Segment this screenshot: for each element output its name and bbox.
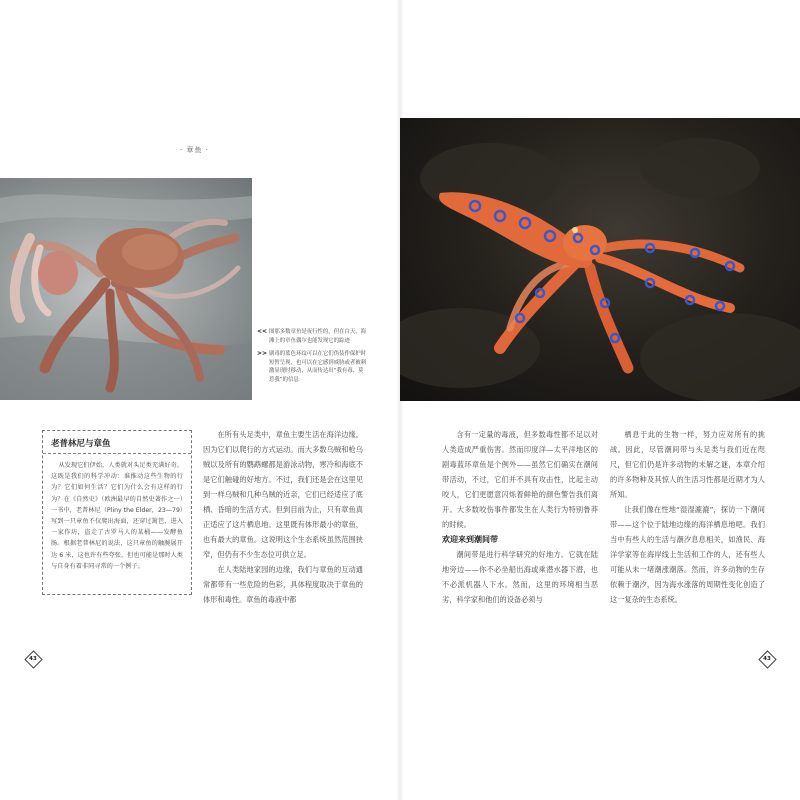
right-body-column-1: [442, 427, 598, 607]
sidebar-box: [42, 430, 192, 595]
body-paragraph: 栖息于此的生物一样，努力应对所有的挑战。因此，尽管潮间带与头足类与我们近在咫尺，但它们仍是许多动物的未解之谜，本章介绍的许多物种及其惊人的生活习性都是近期才为人所知。: [610, 430, 765, 499]
photo-captions: [257, 328, 367, 389]
right-body-column-2: [610, 427, 765, 607]
caption-arrow-right: >>: [257, 350, 268, 357]
caption-arrow-left: <<: [257, 328, 268, 335]
body-paragraph: 在人类陆地家园的边缘，我们与章鱼的互动通常都带有一些危险的色彩，具体程度取决于章鱼的体形和毒性。章鱼的毒液中都: [203, 565, 363, 604]
running-head: · 章鱼 ·: [180, 146, 209, 154]
body-paragraph: 在所有头足类中，章鱼主要生活在海洋边缘，因为它们以爬行的方式运动。而大多数乌贼和枪乌贼以及所有的鹦鹉螺都是游泳动物，寒冷和海底不是它们触碰的好地方。不过，我们还是会在这里见到一样乌贼和几种乌贼的近亲，它们已经适应了底栖、昏暗的生活方式。但到目前为止，只有章鱼真正适应了这片栖息地。这里既有体形最小的章鱼，也有最大的章鱼。这说明这个生态系统虽然范围狭窄，但仍有不少生态位可供立足。: [203, 430, 363, 559]
octopus-photo-beach: [0, 178, 252, 400]
body-paragraph: 让我们像在性地“湿湿漉漉”，探访一下潮间带——这个位于陆地边缘的海洋栖息地吧。我们当中有些人的生活与潮汐息息相关，如渔民、海洋学家等在海岸线上生活和工作的人，还有些人可能从未一堵潮涨潮落。然而，许多动物的生存依赖于潮汐，因为海水涨落的周期性变化创造了这一复杂的生态系统。: [610, 505, 765, 604]
page-number-right: [759, 651, 775, 667]
sidebar-body: 从发现它们伊始，人类就对头足类充满好奇。这既是我们的科学冲动：谁推动这些生物的行为？它们如何生活？它们为什么会有这样的行为？在《自然史》（欧洲最早的自然史著作之一）一书中，老普林尼（Pliny the Elder，23—79）写到一只章鱼不仅爬出海面，还穿过篱笆，进入一家作坊，盗走了古罗马人的某桶——发酵鱼肠。根据老普林尼的说法，这只章鱼的触腕展开达 6 米，这也许有些夸张，但也可能是那时人类与自身有着非同寻常的一个例子。: [51, 462, 183, 570]
caption-text: 图那多数章鱼是夜行性的，但在白天，海滩上的章鱼偶尔也能发现它的踪迹: [269, 329, 367, 344]
section-heading: 欢迎来到潮间带: [442, 535, 498, 544]
caption-beach-octopus: [257, 328, 367, 345]
page-number-left-text: 43: [29, 656, 37, 662]
body-paragraph: 潮间带是进行科学研究的好地方。它就在陆地旁边——你不必坐船出海或乘潜水器下潜，也不必派机器人下水。然而，这里的环境相当恶劣，科学家和他们的设备必须与: [442, 550, 598, 604]
page-number-right-text: 43: [763, 656, 771, 662]
sidebar-title: 老普林尼与章鱼: [51, 439, 111, 449]
sidebar-divider: [43, 453, 191, 454]
blue-ringed-octopus-photo: [400, 118, 800, 401]
body-paragraph: 含有一定量的毒液，但多数毒性都不足以对人类造成严重伤害。然而印度洋—太平洋地区的剧毒蓝环章鱼是个例外——虽然它们确实在潮间带活动，不过，它们并不具有攻击性，比起主动咬人，它们更愿意闪烁着鲜艳的颜色警告我们离开。大多数咬伤事件都发生在人类行为特别鲁莽的时候。: [442, 430, 598, 529]
left-body-column: [203, 427, 363, 607]
page-number-left: [25, 651, 41, 667]
caption-text: 剧毒的蓝色环纹可以在它们伪装作保护时短暂呈现，也可以在它感到威胁或者被刺激显现时移动，从而传达出“我有毒、莫惹我”的信息: [269, 351, 367, 383]
caption-blue-ringed-octopus: [257, 350, 367, 384]
